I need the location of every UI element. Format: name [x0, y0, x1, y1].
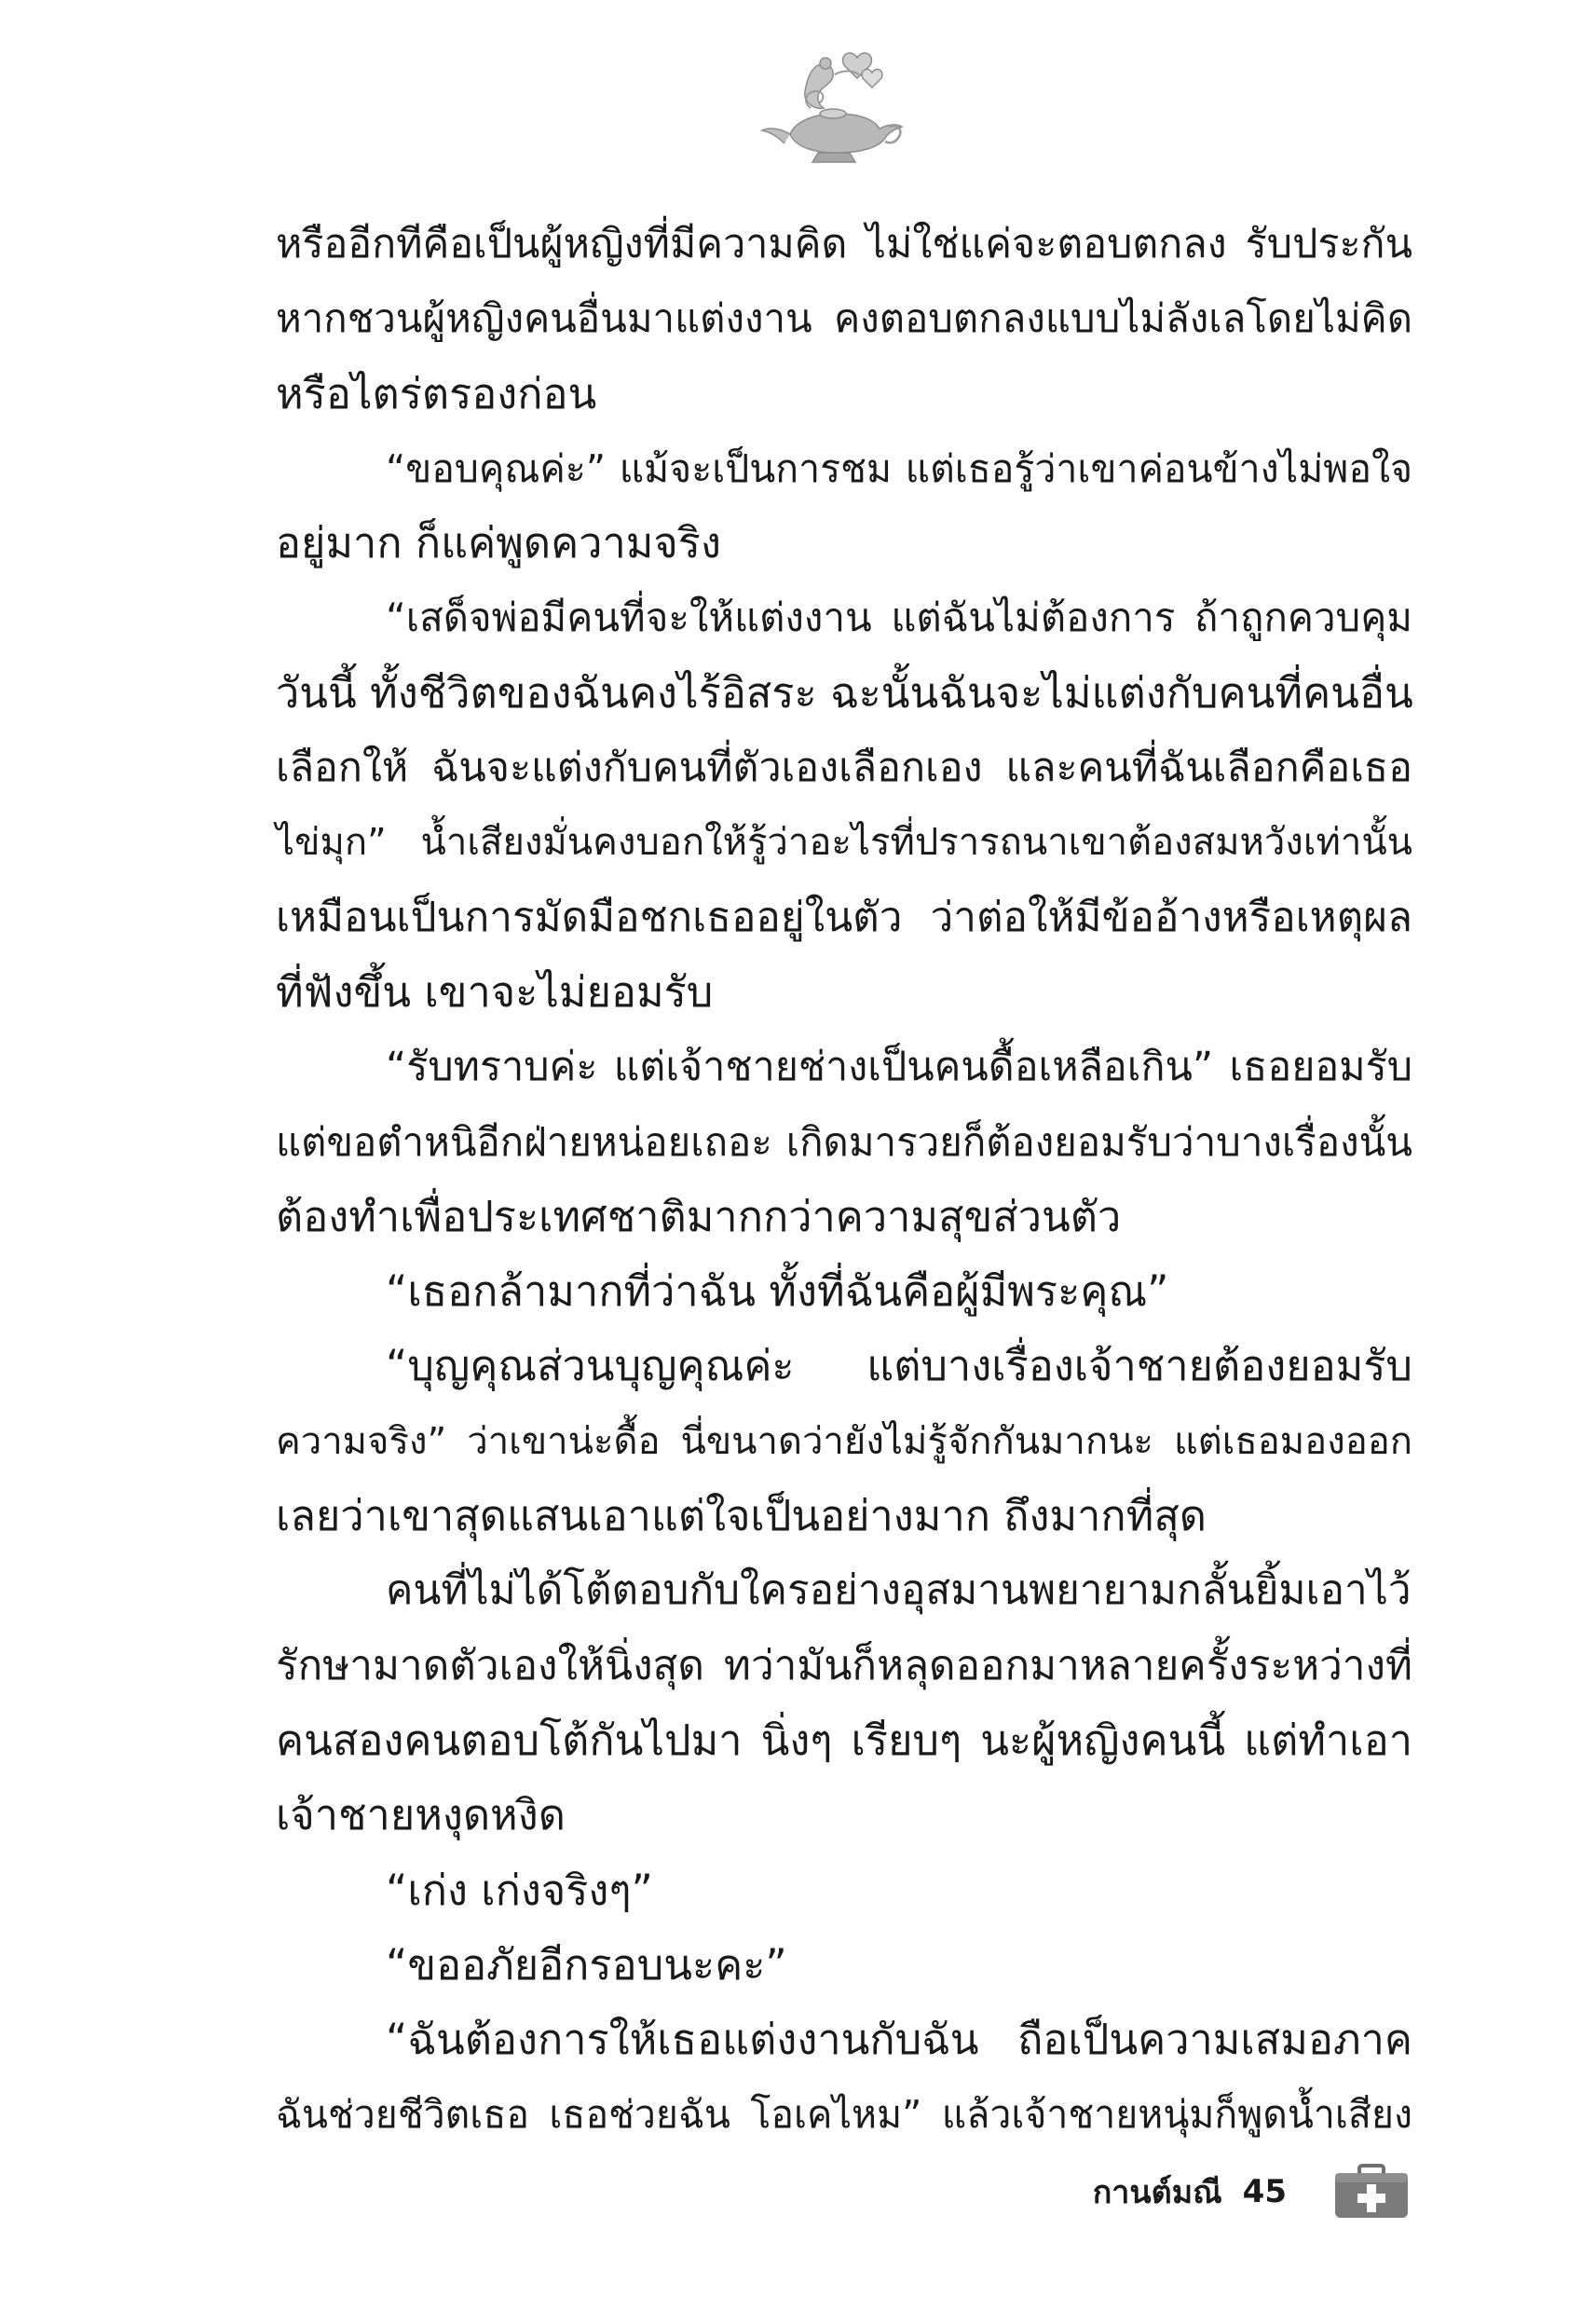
body-text [276, 207, 1412, 2153]
text-line: “ขออภัยอีกรอบนะคะ” [386, 1939, 787, 1990]
text-line: รักษามาดตัวเองให้นิ่งสุด ทว่ามันก็หลุดออกมาหลายครั้งระหว่างที่ [276, 1641, 1412, 1689]
text-line: เจ้าชายหงุดหงิด [276, 1790, 566, 1840]
text-line: คนสองคนตอบโต้กันไปมา นิ่งๆ เรียบๆ นะผู้หญิงคนนี้ แต่ทำเอา [276, 1715, 1412, 1765]
magic-lamp-with-hearts-icon [753, 48, 911, 170]
page-number: 45 [1242, 2173, 1287, 2210]
text-line: “เธอกล้ามากที่ว่าฉัน ทั้งที่ฉันคือผู้มีพระคุณ” [386, 1266, 1169, 1317]
text-line: หรือไตร่ตรองก่อน [276, 368, 597, 418]
book-title: กานต์มณี [1092, 2174, 1222, 2211]
text-line: หากชวนผู้หญิงคนอื่นมาแต่งงาน คงตอบตกลงแบบไม่ลังเลโดยไม่คิด [276, 295, 1412, 342]
page-footer [1093, 2164, 1410, 2220]
text-line: ไข่มุก” น้ำเสียงมั่นคงบอกให้รู้ว่าอะไรที่ปรารถนาเขาต้องสมหวังเท่านั้น [276, 821, 1412, 865]
text-line: “รับทราบค่ะ แต่เจ้าชายช่างเป็นคนดื้อเหลือเกิน” เธอยอมรับ [386, 1044, 1412, 1091]
text-line: ต้องทำเพื่อประเทศชาติมากกว่าความสุขส่วนตัว [276, 1191, 1122, 1241]
text-line: เหมือนเป็นการมัดมือชกเธออยู่ในตัว ว่าต่อให้มีข้ออ้างหรือเหตุผล [276, 893, 1412, 941]
text-line: “เสด็จพ่อมีคนที่จะให้แต่งงาน แต่ฉันไม่ต้องการ ถ้าถูกควบคุม [386, 595, 1412, 641]
text-line: วันนี้ ทั้งชีวิตของฉันคงไร้อิสระ ฉะนั้นฉันจะไม่แต่งกับคนที่คนอื่น [276, 667, 1413, 718]
text-line: “ฉันต้องการให้เธอแต่งงานกับฉัน ถือเป็นความเสมอภาค [386, 2015, 1412, 2065]
text-line: “เก่ง เก่งจริงๆ” [386, 1865, 653, 1915]
text-line: หรืออีกทีคือเป็นผู้หญิงที่มีความคิด ไม่ใช่แค่จะตอบตกลง รับประกัน [276, 221, 1412, 267]
text-line: เลยว่าเขาสุดแสนเอาแต่ใจเป็นอย่างมาก ถึงมากที่สุด [276, 1491, 1207, 1541]
text-line: แต่ขอตำหนิอีกฝ่ายหน่อยเถอะ เกิดมารวยก็ต้องยอมรับว่าบางเรื่องนั้น [276, 1118, 1412, 1165]
text-line: ความจริง” ว่าเขาน่ะดื้อ นี่ขนาดว่ายังไม่รู้จักกันมากนะ แต่เธอมองออก [276, 1419, 1412, 1463]
text-line: เลือกให้ ฉันจะแต่งกับคนที่ตัวเองเลือกเอง และคนที่ฉันเลือกคือเธอ [276, 745, 1412, 792]
text-line: ที่ฟังขึ้น เขาจะไม่ยอมรับ [276, 966, 714, 1017]
text-line: “บุญคุณส่วนบุญคุณค่ะ แต่บางเรื่องเจ้าชายต้องยอมรับ [386, 1341, 1412, 1391]
text-line: คนที่ไม่ได้โต้ตอบกับใครอย่างอุสมานพยายามกลั้นยิ้มเอาไว้ [386, 1566, 1412, 1615]
first-aid-kit-icon [1333, 2164, 1410, 2220]
text-line: อยู่มาก ก็แค่พูดความจริง [276, 518, 721, 568]
text-line: ฉันช่วยชีวิตเธอ เธอช่วยฉัน โอเคไหม” แล้วเจ้าชายหนุ่มก็พูดน้ำเสียง [276, 2092, 1412, 2138]
text-line: “ขอบคุณค่ะ” แม้จะเป็นการชม แต่เธอรู้ว่าเขาค่อนข้างไม่พอใจ [386, 445, 1412, 491]
